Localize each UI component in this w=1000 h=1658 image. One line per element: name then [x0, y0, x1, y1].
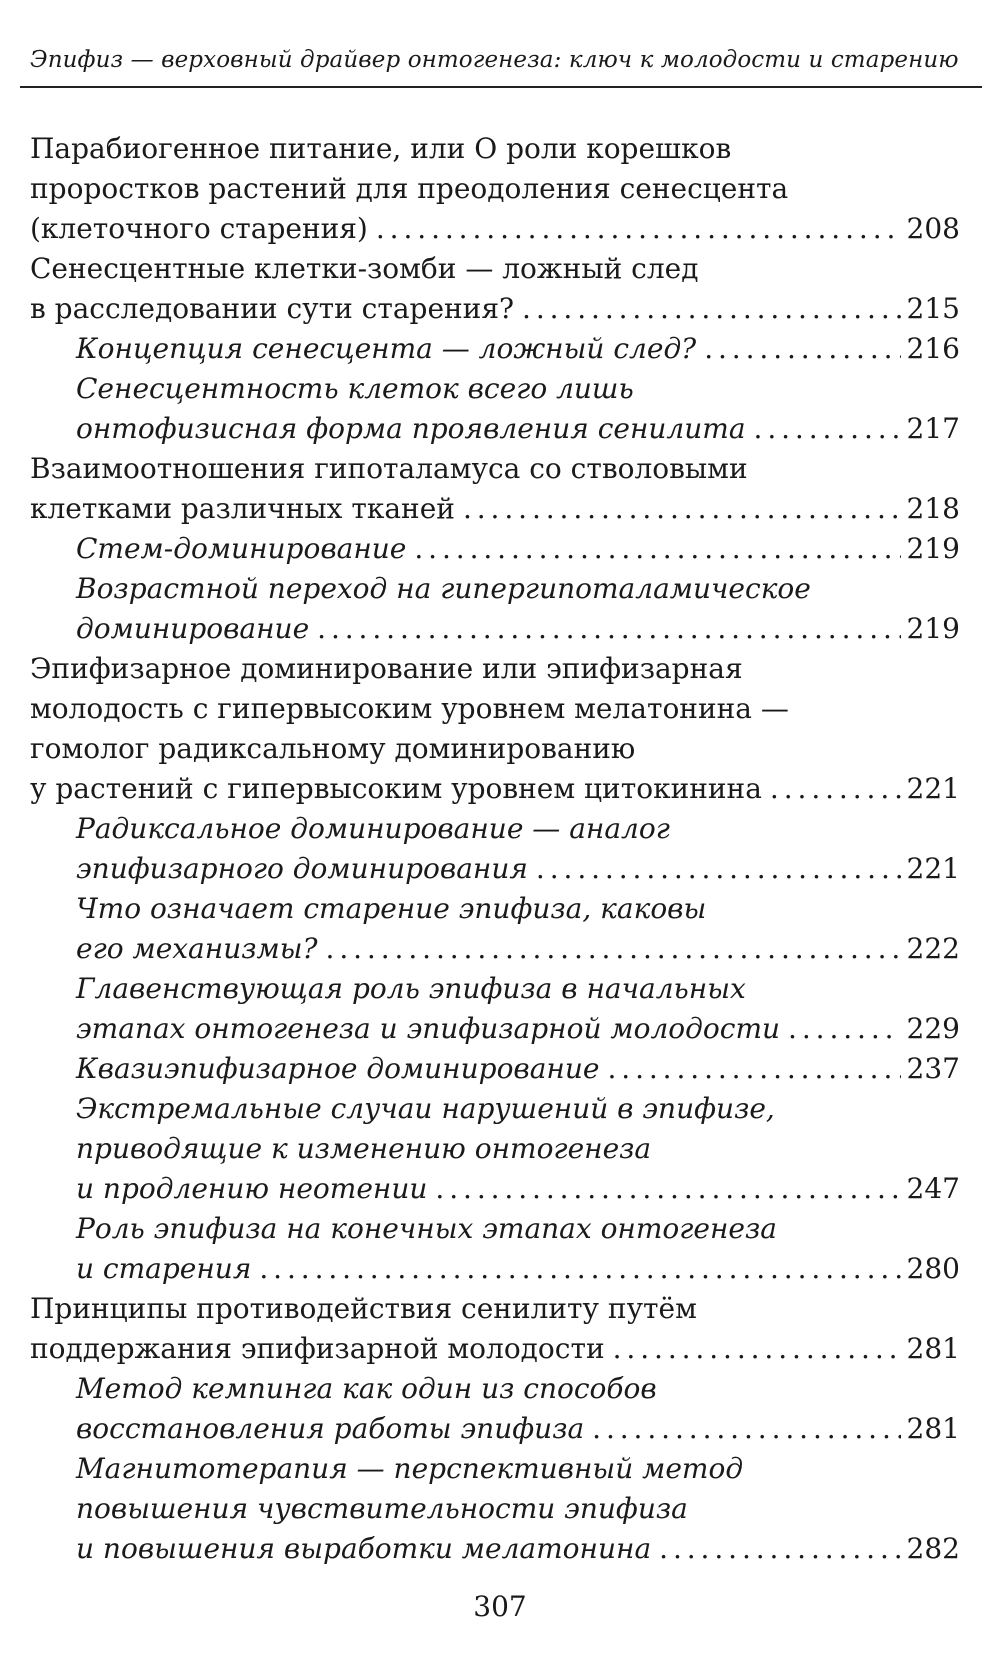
- toc-page-number: 215: [906, 292, 960, 325]
- toc-entry: [30, 249, 960, 329]
- toc-line: [30, 1529, 960, 1569]
- toc-line: [30, 969, 960, 1009]
- toc-page-number: 237: [906, 1052, 960, 1085]
- toc-entry: [30, 649, 960, 809]
- toc-line-text: Парабиогенное питание, или О роли корешков: [30, 132, 732, 165]
- toc-subentry: [30, 1049, 960, 1089]
- toc-line-text: Сенесцентность клеток всего лишь: [76, 372, 634, 405]
- toc-line: [30, 689, 960, 729]
- toc-subentry: [30, 329, 960, 369]
- dot-leader: [414, 529, 900, 569]
- toc-page-number: 219: [906, 532, 960, 565]
- toc-line: [30, 729, 960, 769]
- toc-line-text: этапах онтогенеза и эпифизарной молодости: [76, 1012, 781, 1045]
- toc-page-number: 221: [906, 772, 960, 805]
- toc-line-text: в расследовании сути старения?: [30, 292, 515, 325]
- toc-subentry: [30, 1209, 960, 1289]
- toc-line-text: Принципы противодействия сенилиту путём: [30, 1292, 697, 1325]
- dot-leader: [607, 1049, 900, 1089]
- toc-line: [30, 329, 960, 369]
- toc-subentry: [30, 809, 960, 889]
- toc-line-text: повышения чувствительности эпифиза: [76, 1492, 688, 1525]
- toc-line: [30, 649, 960, 689]
- dot-leader: [788, 1009, 901, 1049]
- toc-line: [30, 889, 960, 929]
- toc-line-text: Метод кемпинга как один из способов: [76, 1372, 657, 1405]
- toc-line-text: Что означает старение эпифиза, каковы: [76, 892, 707, 925]
- toc-line: [30, 369, 960, 409]
- toc-line-text: эпифизарного доминирования: [76, 852, 528, 885]
- toc-line-text: (клеточного старения): [30, 212, 368, 245]
- toc-entry: [30, 449, 960, 529]
- dot-leader: [704, 329, 900, 369]
- table-of-contents: [30, 129, 960, 1569]
- toc-line: [30, 449, 960, 489]
- toc-page-number: 282: [906, 1532, 960, 1565]
- toc-line: [30, 1369, 960, 1409]
- dot-leader: [376, 209, 901, 249]
- toc-page-number: 247: [906, 1172, 960, 1205]
- toc-page-number: 222: [906, 932, 960, 965]
- dot-leader: [592, 1409, 900, 1449]
- toc-page-number: 221: [906, 852, 960, 885]
- toc-subentry: [30, 969, 960, 1049]
- toc-line: [30, 489, 960, 529]
- toc-subentry: [30, 1449, 960, 1569]
- page-number: 307: [473, 1590, 527, 1623]
- toc-line-text: клетками различных тканей: [30, 492, 455, 525]
- toc-line-text: Главенствующая роль эпифиза в начальных: [76, 972, 746, 1005]
- toc-line-text: и повышения выработки мелатонина: [76, 1532, 652, 1565]
- toc-line: [30, 609, 960, 649]
- toc-line: [30, 169, 960, 209]
- toc-line-text: восстановления работы эпифиза: [76, 1412, 585, 1445]
- toc-line-text: Экстремальные случаи нарушений в эпифизе,: [76, 1092, 775, 1125]
- toc-line-text: приводящие к изменению онтогенеза: [76, 1132, 652, 1165]
- toc-page-number: 216: [906, 332, 960, 365]
- dot-leader: [259, 1249, 900, 1289]
- toc-subentry: [30, 369, 960, 449]
- toc-page-number: 217: [906, 412, 960, 445]
- toc-line-text: Эпифизарное доминирование или эпифизарная: [30, 652, 743, 685]
- toc-line: [30, 769, 960, 809]
- toc-page-number: 218: [906, 492, 960, 525]
- dot-leader: [326, 929, 901, 969]
- toc-line: [30, 1289, 960, 1329]
- toc-line: [30, 1089, 960, 1129]
- dot-leader: [770, 769, 901, 809]
- toc-line-text: молодость с гипервысоким уровнем мелатонина —: [30, 692, 789, 725]
- toc-line-text: Взаимоотношения гипоталамуса со стволовыми: [30, 452, 748, 485]
- toc-line: [30, 569, 960, 609]
- toc-line: [30, 1249, 960, 1289]
- toc-line: [30, 1209, 960, 1249]
- toc-line: [30, 1009, 960, 1049]
- toc-entry: [30, 129, 960, 249]
- toc-line: [30, 849, 960, 889]
- toc-line-text: Магнитотерапия — перспективный метод: [76, 1452, 744, 1485]
- toc-line-text: и продлению неотении: [76, 1172, 428, 1205]
- toc-line-text: Роль эпифиза на конечных этапах онтогенеза: [76, 1212, 777, 1245]
- toc-line-text: гомолог радиксальному доминированию: [30, 732, 636, 765]
- dot-leader: [522, 289, 901, 329]
- toc-line: [30, 929, 960, 969]
- toc-subentry: [30, 1369, 960, 1449]
- dot-leader: [536, 849, 901, 889]
- toc-entry: [30, 1289, 960, 1369]
- toc-line: [30, 1449, 960, 1489]
- toc-page-number: 208: [906, 212, 960, 245]
- toc-line-text: Сенесцентные клетки-зомби — ложный след: [30, 252, 699, 285]
- toc-line-text: и старения: [76, 1252, 252, 1285]
- toc-line-text: Квазиэпифизарное доминирование: [76, 1052, 600, 1085]
- toc-page-number: 219: [906, 612, 960, 645]
- toc-page-number: 280: [906, 1252, 960, 1285]
- toc-line: [30, 809, 960, 849]
- toc-line-text: Радиксальное доминирование — аналог: [76, 812, 670, 845]
- toc-subentry: [30, 889, 960, 969]
- toc-line: [30, 1049, 960, 1089]
- toc-line: [30, 409, 960, 449]
- toc-page-number: 229: [906, 1012, 960, 1045]
- toc-line-text: его механизмы?: [76, 932, 318, 965]
- toc-line-text: доминирование: [76, 612, 310, 645]
- toc-line: [30, 289, 960, 329]
- dot-leader: [659, 1529, 900, 1569]
- toc-line: [30, 1329, 960, 1369]
- dot-leader: [317, 609, 900, 649]
- dot-leader: [754, 409, 901, 449]
- toc-line: [30, 1169, 960, 1209]
- toc-line-text: онтофизисная форма проявления сенилита: [76, 412, 746, 445]
- toc-line: [30, 1129, 960, 1169]
- toc-line-text: поддержания эпифизарной молодости: [30, 1332, 605, 1365]
- toc-line-text: у растений с гипервысоким уровнем цитокинина: [30, 772, 762, 805]
- dot-leader: [613, 1329, 901, 1369]
- toc-line: [30, 1409, 960, 1449]
- toc-line: [30, 209, 960, 249]
- toc-line-text: Стем-доминирование: [76, 532, 407, 565]
- toc-line-text: Концепция сенесцента — ложный след?: [76, 332, 697, 365]
- running-header: [20, 38, 982, 88]
- toc-line-text: проростков растений для преодоления сенесцента: [30, 172, 789, 205]
- toc-page-number: 281: [906, 1412, 960, 1445]
- toc-line-text: Возрастной переход на гипергипоталамическое: [76, 572, 811, 605]
- toc-subentry: [30, 529, 960, 569]
- toc-line: [30, 129, 960, 169]
- running-title: Эпифиз — верховный драйвер онтогенеза: ключ к молодости и старению: [30, 47, 959, 73]
- toc-subentry: [30, 569, 960, 649]
- toc-subentry: [30, 1089, 960, 1209]
- dot-leader: [463, 489, 901, 529]
- toc-line: [30, 1489, 960, 1529]
- toc-line: [30, 249, 960, 289]
- dot-leader: [435, 1169, 900, 1209]
- toc-line: [30, 529, 960, 569]
- toc-page-number: 281: [906, 1332, 960, 1365]
